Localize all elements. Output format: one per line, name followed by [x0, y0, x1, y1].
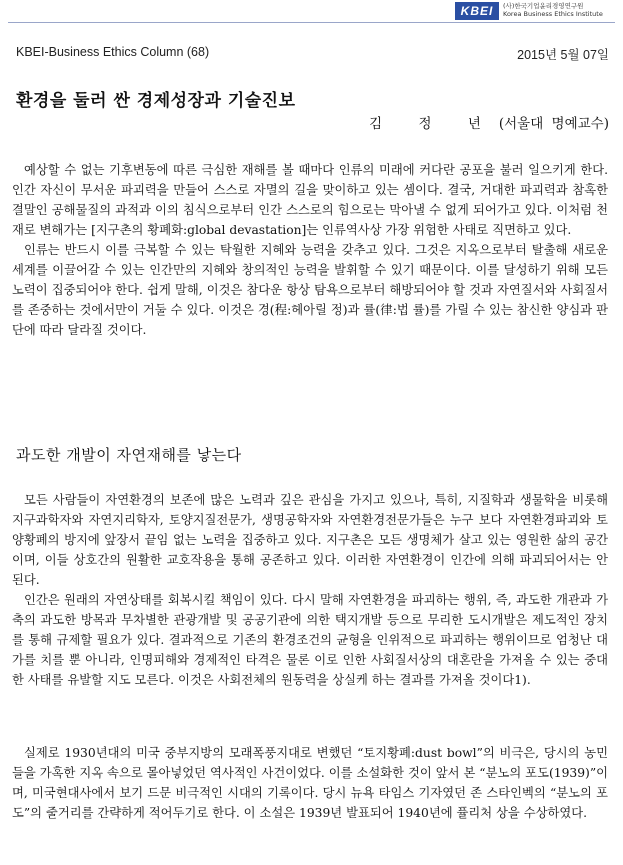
intro-section — [12, 160, 608, 340]
kbei-logo: KBEI — [455, 2, 499, 20]
column-label: KBEI-Business Ethics Column (68) — [16, 45, 210, 59]
institute-name-block — [503, 2, 615, 19]
development-section — [12, 490, 608, 690]
intro-paragraph-2: 인류는 반드시 이를 극복할 수 있는 탁월한 지혜와 능력을 갖추고 있다. 그것은 지옥으로부터 탈출해 새로운 세계를 이끌어갈 수 있는 인간만의 지혜와 창의적인 능력을 발휘할 수 있기 때문이다. 이를 달성하기 위해 모든 노력이 집중되어야 한다. 쉽게 말해, 이것은 참다운 항상 탐욕으로부터 해방되어야 할 것과 자연질서와 사회질서를 존중하는 것에서만이 거둘 수 있다. 이것은 경(程:헤아릴 정)과 률(律:법 률)를 가릴 수 있는 참신한 양심과 판단에 따라 달라질 것이다. — [12, 243, 608, 337]
development-paragraph-1: 모든 사람들이 자연환경의 보존에 많은 노력과 깊은 관심을 가지고 있으나, 특히, 지질학과 생물학을 비롯해 지구과학자와 자연지리학자, 토양지질전문가, 생명공학자와 자연환경전문가들은 누구 보다 자연환경파괴와 토양황폐의 방지에 앞장서 끝임 없는 노력을 집중하고 있다. 지구촌은 모든 생명체가 살고 있는 영원한 삶의 공간이며, 이들 상호간의 원활한 교호작용을 통해 공존하고 있다. 이러한 자연환경이 인간에 의해 파괴되어서는 안 된다. — [12, 493, 608, 587]
author-name: 김 정 년 — [369, 116, 495, 132]
header-divider — [8, 22, 615, 23]
dust-bowl-section — [12, 743, 608, 823]
institute-header — [455, 0, 615, 22]
institute-name-english: Korea Business Ethics Institute — [503, 10, 603, 18]
column-date: 2015년 5월 07일 — [517, 48, 609, 62]
author-line — [369, 112, 609, 132]
author-affiliation: (서울대 명예교수) — [498, 116, 609, 132]
institute-name-korean: (사)한국기업윤리경영연구원 — [503, 2, 584, 10]
section-heading: 과도한 개발이 자연재해를 낳는다 — [16, 446, 242, 464]
dust-bowl-paragraph: 실제로 1930년대의 미국 중부지방의 모래폭풍지대로 변했던 “토지황폐:dust bowl”의 비극은, 당시의 농민들을 가혹한 지옥 속으로 몰아넣었던 역사적인 사건이었다. 이를 소설화한 것이 앞서 본 “분노의 포도(1939)”이며, 미국현대사에서 보기 드문 비극적인 시대의 기록이다. 당시 뉴욕 타임스 기자였던 존 스타인벡의 “분노의 포도”의 줄거리를 간략하게 적어두기로 한다. 이 소설은 1939년 발표되어 1940년에 퓰리처 상을 수상하였다. — [12, 746, 608, 820]
intro-paragraph-1: 예상할 수 없는 기후변동에 따른 극심한 재해를 볼 때마다 인류의 미래에 커다란 공포을 불러 일으키게 한다. 인간 자신이 무서운 파괴력을 만들어 스스로 자멸의 길을 맞이하고 있는 셈이다. 결국, 거대한 파괴력과 참혹한 결말인 공해물질의 과적과 이의 침식으로부터 인간 스스로의 힘으로는 막아낼 수 없게 되어가고 있다. 이처럼 천재로 변해가는 [지구촌의 황폐화:global devastation]는 인류역사상 가장 위험한 사태로 직면하고 있다. — [12, 163, 608, 237]
development-paragraph-2: 인간은 원래의 자연상태를 회복시킬 책임이 있다. 다시 말해 자연환경을 파괴하는 행위, 즉, 과도한 개관과 가축의 과도한 방목과 무차별한 관광개발 및 공공기관에 의한 택지개발 등으로 무리한 도시개발은 제도적인 장치를 통해 규제할 필요가 있다. 결과적으로 기존의 환경조건의 균형을 인위적으로 파괴하는 행위이므로 엄청난 대가를 치를 뿐 아니라, 인명피해와 경제적인 타격은 물론 이로 인한 사회질서상의 대혼란을 가져올 수 있는 중대한 사태를 유발할 지도 모른다. 이것은 사회전체의 원동력을 상실케 하는 결과를 가져올 것이다1). — [12, 593, 608, 687]
article-title: 환경을 둘러 싼 경제성장과 기술진보 — [16, 91, 296, 111]
